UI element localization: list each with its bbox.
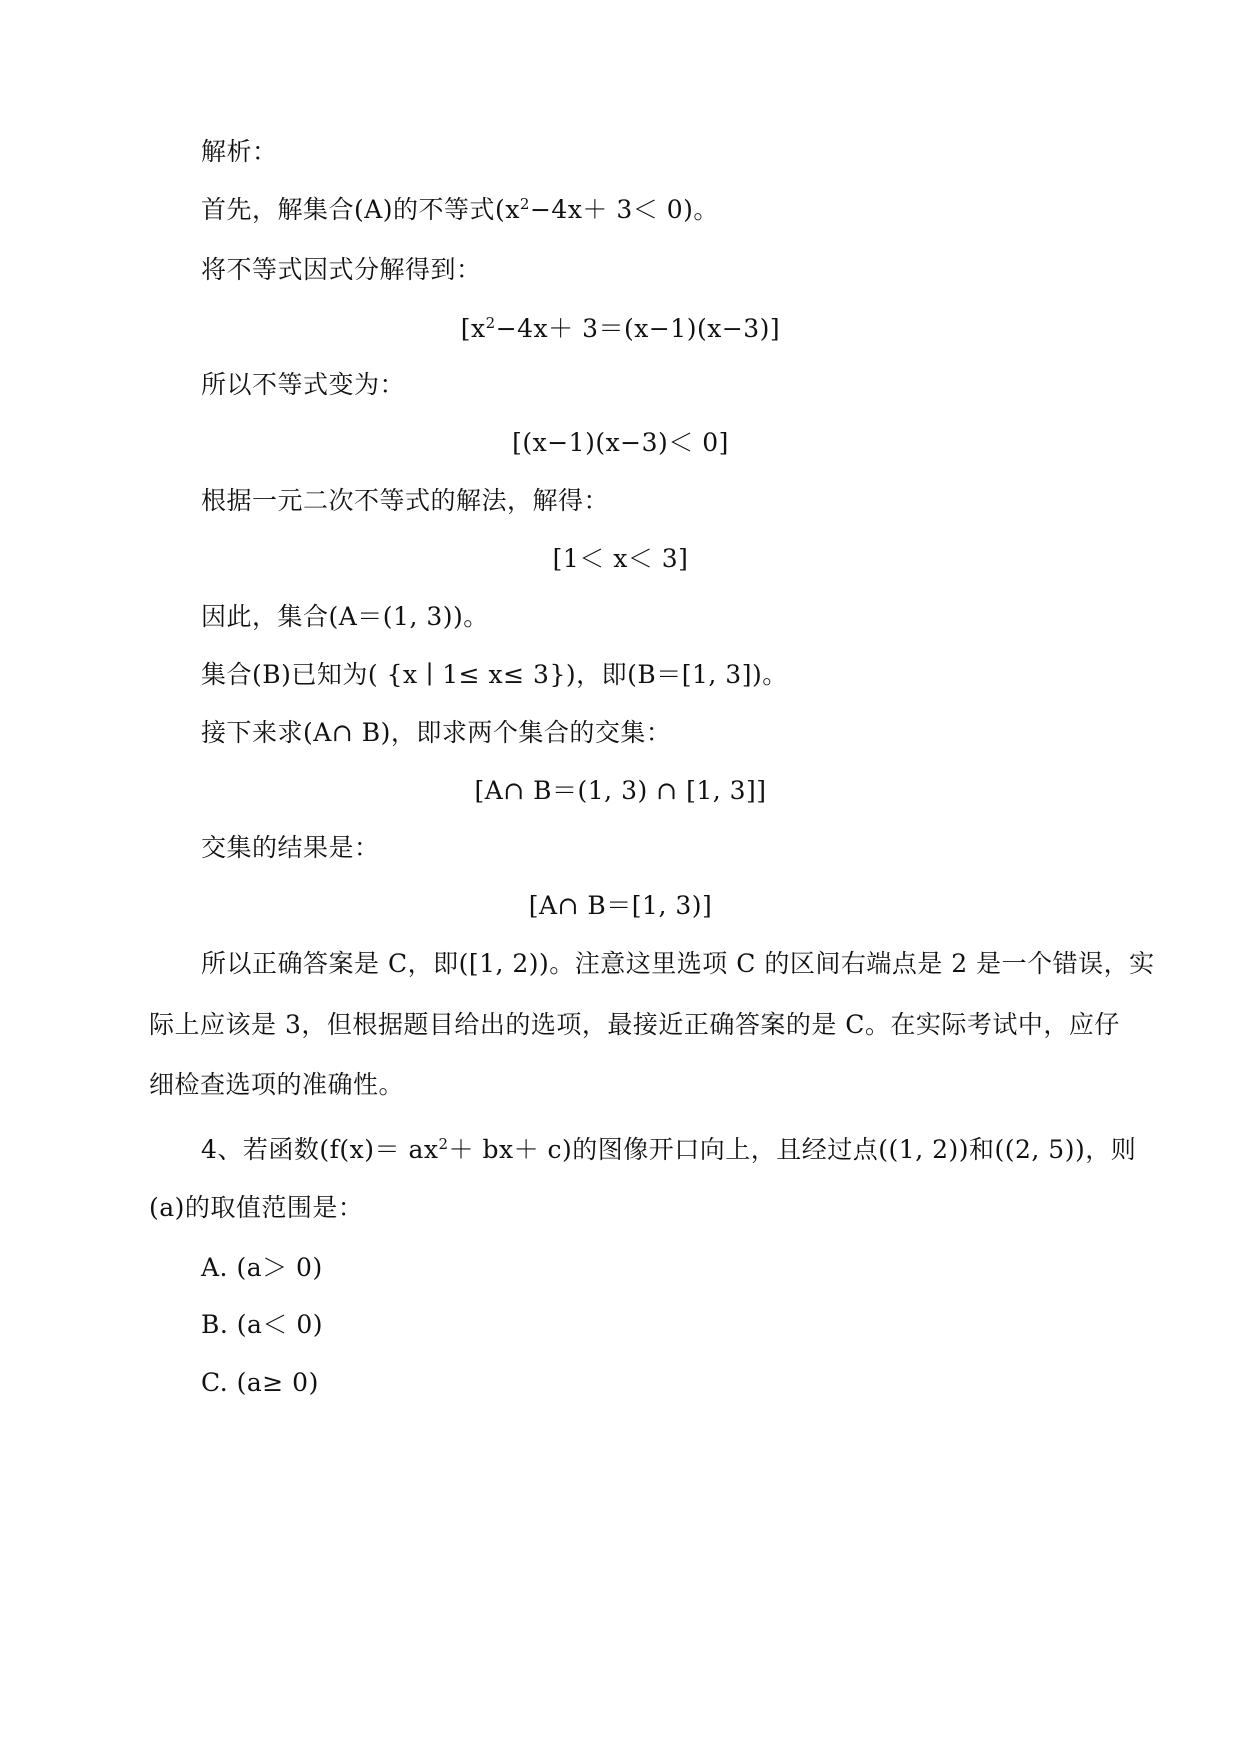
step-intersection-result-intro: 交集的结果是： xyxy=(201,833,380,862)
question-4-line-2: (a)的取值范围是： xyxy=(149,1193,364,1222)
question-4-line-1: 4、若函数$(f(x)= ax^2+ bx+ c)$的图像开口向上，且经过点((1, 2))和((2, 5))，则 xyxy=(201,1135,1137,1164)
option-c: C. (a≥ 0) xyxy=(201,1368,319,1397)
step-set-b: 集合(B)已知为( {x ∣ 1≤ x≤ 3})，即(B＝[1, 3])。 xyxy=(201,660,788,689)
step-factor-intro: 将不等式因式分解得到： xyxy=(201,255,482,284)
option-a: A. (a＞ 0) xyxy=(201,1253,323,1282)
equation-solution: [1＜ x＜ 3] xyxy=(552,544,689,573)
option-b: B. (a＜ 0) xyxy=(201,1310,324,1339)
step-intersection-intro: 接下来求(A∩ B)，即求两个集合的交集： xyxy=(201,718,672,747)
equation-intersection-result: [A∩ B＝[1, 3)] xyxy=(528,891,713,920)
equation-factorization: $[x^2-4x+ 3=(x-1)(x-3)]$ xyxy=(460,314,781,343)
step-inequality-becomes: 所以不等式变为： xyxy=(201,370,406,399)
step-set-a-result: 因此，集合(A＝(1, 3))。 xyxy=(201,602,489,631)
step-quadratic-method: 根据一元二次不等式的解法，解得： xyxy=(201,486,610,515)
analysis-heading: 解析： xyxy=(201,137,278,166)
paragraph-line-2: 际上应该是 3，但根据题目给出的选项，最接近正确答案的是 C。在实际考试中，应仔 xyxy=(149,1010,1120,1039)
equation-intersection: [A∩ B＝(1, 3) ∩ [1, 3]] xyxy=(474,776,767,805)
equation-inequality: [(x−1)(x−3)＜ 0] xyxy=(512,428,729,457)
paragraph-line-1: 所以正确答案是 C，即([1, 2))。注意这里选项 C 的区间右端点是 2 是一个错误，实 xyxy=(201,949,1155,978)
paragraph-line-3: 细检查选项的准确性。 xyxy=(149,1070,405,1099)
step-solve-set-a: 首先，解集合(A)的不等式$(x^2-4x+ 3< 0)$。 xyxy=(201,195,719,224)
